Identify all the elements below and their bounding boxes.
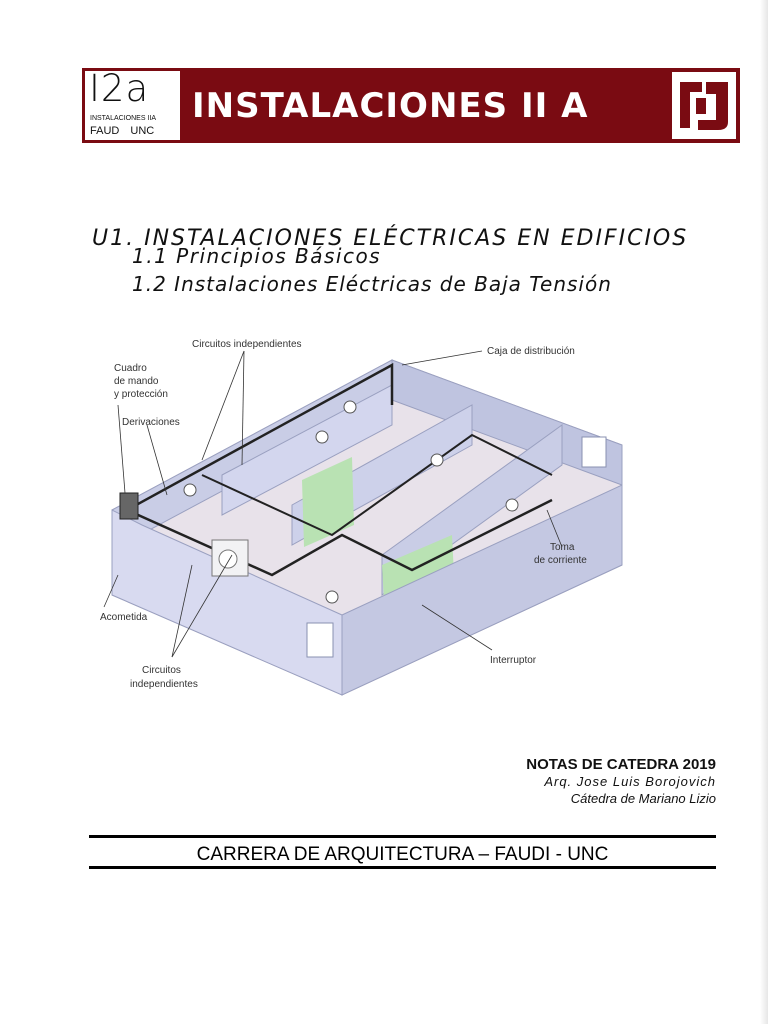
label-derivaciones: Derivaciones — [122, 417, 180, 428]
electrical-installation-diagram — [92, 325, 632, 700]
window — [307, 623, 333, 657]
label-cuadro-3: y protección — [114, 389, 168, 400]
leader-line-3 — [402, 351, 482, 365]
subtitle-2: 1.2 Instalaciones Eléctricas de Baja Tensión — [132, 272, 612, 296]
lamp-6 — [326, 591, 338, 603]
label-interruptor: Interruptor — [490, 655, 537, 666]
divider-bottom — [89, 866, 716, 869]
label-acometida: Acometida — [100, 612, 148, 623]
university-logo-icon — [672, 72, 736, 139]
logo-sub-text-2: FAUD UNC — [90, 125, 155, 137]
notes-title: NOTAS DE CATEDRA 2019 — [526, 756, 716, 773]
notes-chair: Cátedra de Mariano Lizio — [570, 791, 716, 806]
label-circuitos-top: Circuitos independientes — [192, 339, 302, 350]
label-cuadro-2: de mando — [114, 376, 159, 387]
logo-sub-text: INSTALACIONES IIA — [90, 115, 156, 122]
banner-title: INSTALACIONES II A — [192, 86, 589, 126]
label-caja: Caja de distribución — [487, 346, 575, 357]
header-banner — [82, 68, 740, 143]
window-2 — [582, 437, 606, 467]
lamp — [316, 431, 328, 443]
leader-line-5 — [147, 425, 167, 495]
label-cuadro-1: Cuadro — [114, 363, 147, 374]
course-logo — [85, 67, 180, 140]
notes-author: Arq. Jose Luis Borojovich — [544, 774, 716, 789]
subtitle-1: 1.1 Principios Básicos — [132, 244, 382, 268]
unit-title: U1. INSTALACIONES ELÉCTRICAS EN EDIFICIOS — [92, 226, 689, 251]
label-circuitos-bottom-2: independientes — [130, 679, 198, 690]
lamp-3 — [431, 454, 443, 466]
logo-main-text: I2a — [89, 67, 150, 110]
label-toma-2: de corriente — [534, 555, 587, 566]
distribution-panel — [120, 493, 138, 519]
footer-text: CARRERA DE ARQUITECTURA – FAUDI - UNC — [196, 844, 609, 865]
label-toma-1: Toma — [550, 542, 575, 553]
lamp-5 — [184, 484, 196, 496]
lamp-4 — [506, 499, 518, 511]
divider-top — [89, 835, 716, 838]
page-edge — [760, 0, 768, 1024]
label-circuitos-bottom-1: Circuitos — [142, 665, 181, 676]
lamp-2 — [344, 401, 356, 413]
appliance-door — [219, 550, 237, 568]
